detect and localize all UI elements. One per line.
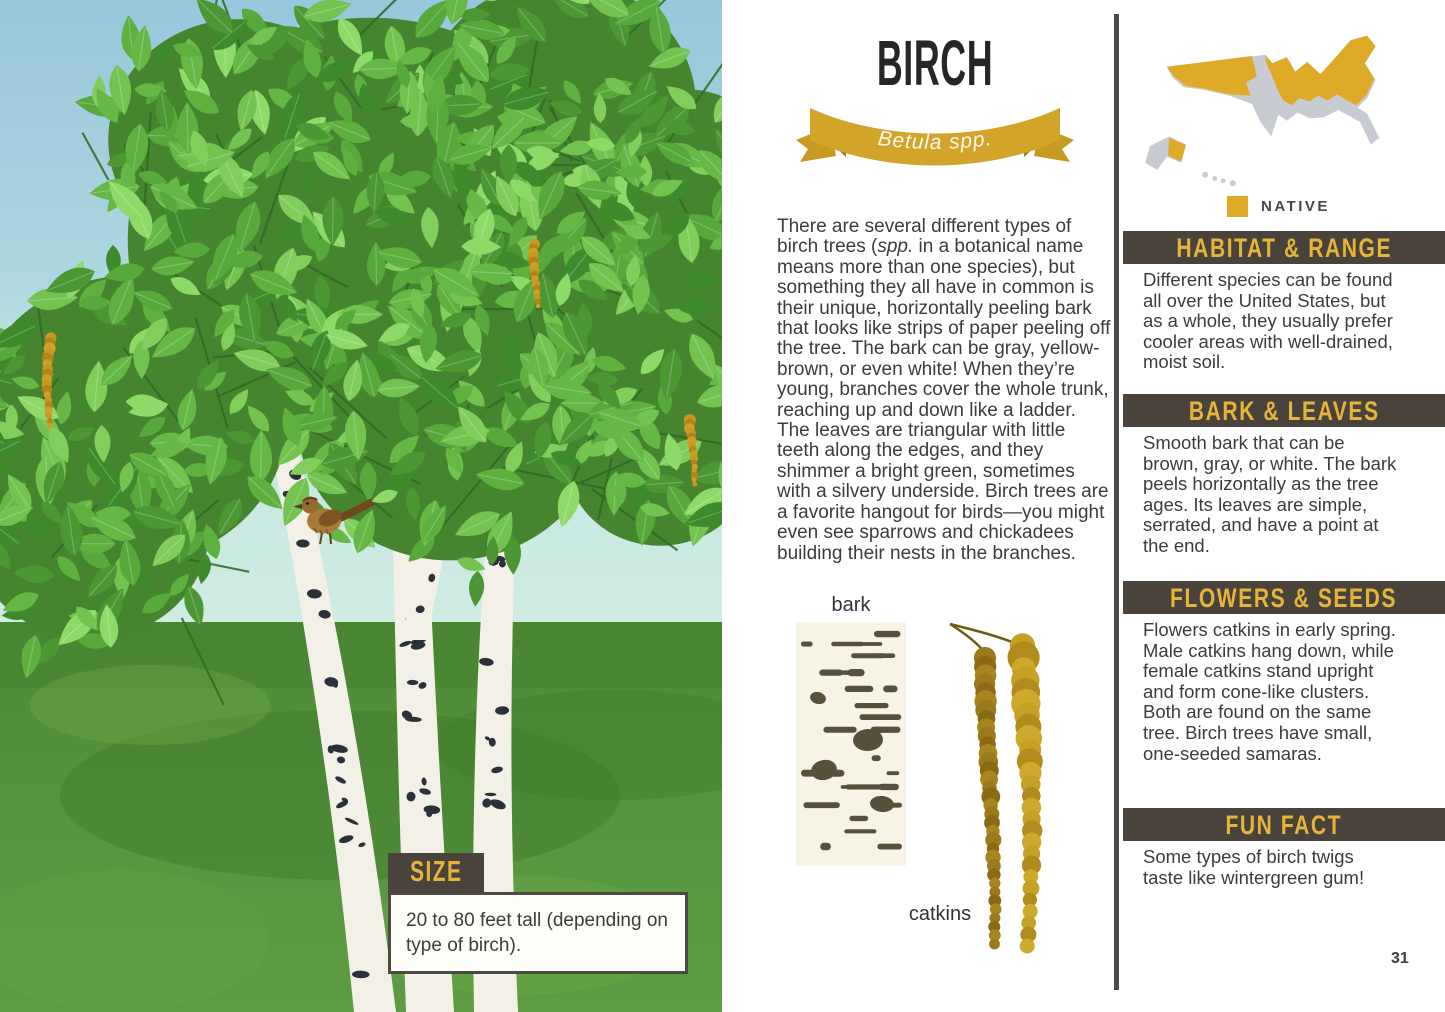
section-fun-fact	[1123, 808, 1445, 888]
section-heading: FUN FACT	[1225, 810, 1343, 840]
native-west-region	[1167, 56, 1257, 96]
size-heading: SIZE	[409, 856, 463, 888]
native-legend-swatch	[1227, 196, 1248, 217]
section-heading-bar	[1123, 231, 1445, 264]
section-bark-leaves	[1123, 394, 1445, 557]
column-divider	[1114, 14, 1119, 990]
section-body: Different species can be found all over the United States, but as a whole, they usually prefer cooler areas with well-drained, moist soil.	[1143, 269, 1393, 373]
section-body: Some types of birch twigs taste like wintergreen gum!	[1143, 846, 1365, 888]
section-heading-bar	[1123, 808, 1445, 841]
section-heading: BARK & LEAVES	[1188, 396, 1380, 426]
section-habitat-range	[1123, 231, 1445, 373]
section-heading: FLOWERS & SEEDS	[1170, 583, 1398, 613]
page-number: 31	[1391, 950, 1409, 967]
native-east-region	[1265, 36, 1375, 106]
map-legend	[1227, 196, 1330, 217]
size-text: 20 to 80 feet tall (depending on type of birch).	[388, 892, 688, 974]
page-title: BIRCH	[876, 27, 994, 99]
species-ribbon	[790, 96, 1080, 180]
section-heading-bar	[1123, 581, 1445, 614]
native-legend-label: NATIVE	[1261, 198, 1330, 215]
section-flowers-seeds	[1123, 581, 1445, 764]
section-body: Flowers catkins in early spring. Male catkins hang down, while female catkins stand upright and form cone-like clusters. Both are found on the same tree. Birch trees have small, one-seeded samaras.	[1143, 619, 1396, 764]
catkins-figure-label: catkins	[908, 903, 972, 925]
section-heading: HABITAT & RANGE	[1176, 233, 1392, 263]
birch-tree-illustration	[0, 0, 722, 1012]
section-heading-bar	[1123, 394, 1445, 427]
intro-paragraph: There are several different types of birch trees (spp. in a botanical name means more than one species), but something they all have in common is their unique, horizontally peeling bark that looks like strips of paper peeling off the tree. The bark can be gray, yellow-brown, or even white! When they’re young, branches cover the whole trunk, reaching up and down like a ladder. The leaves are triangular with little teeth along the edges, and they shimmer a bright green, sometimes with a silvery underside. Birch trees are a favorite hangout for birds—you might even see sparrows and chickadees building their nests in the branches.	[777, 216, 1111, 564]
section-body: Smooth bark that can be brown, gray, or white. The bark peels horizontally as the tree ages. Its leaves are simple, serrated, and have a point at the end.	[1143, 432, 1397, 556]
hawaii-islands	[1202, 172, 1236, 186]
size-heading-tab	[388, 853, 484, 892]
range-map	[1138, 26, 1414, 188]
bark-illustration	[794, 620, 910, 870]
species-name: Betula spp.	[876, 126, 994, 155]
bark-figure-label: bark	[831, 594, 871, 616]
